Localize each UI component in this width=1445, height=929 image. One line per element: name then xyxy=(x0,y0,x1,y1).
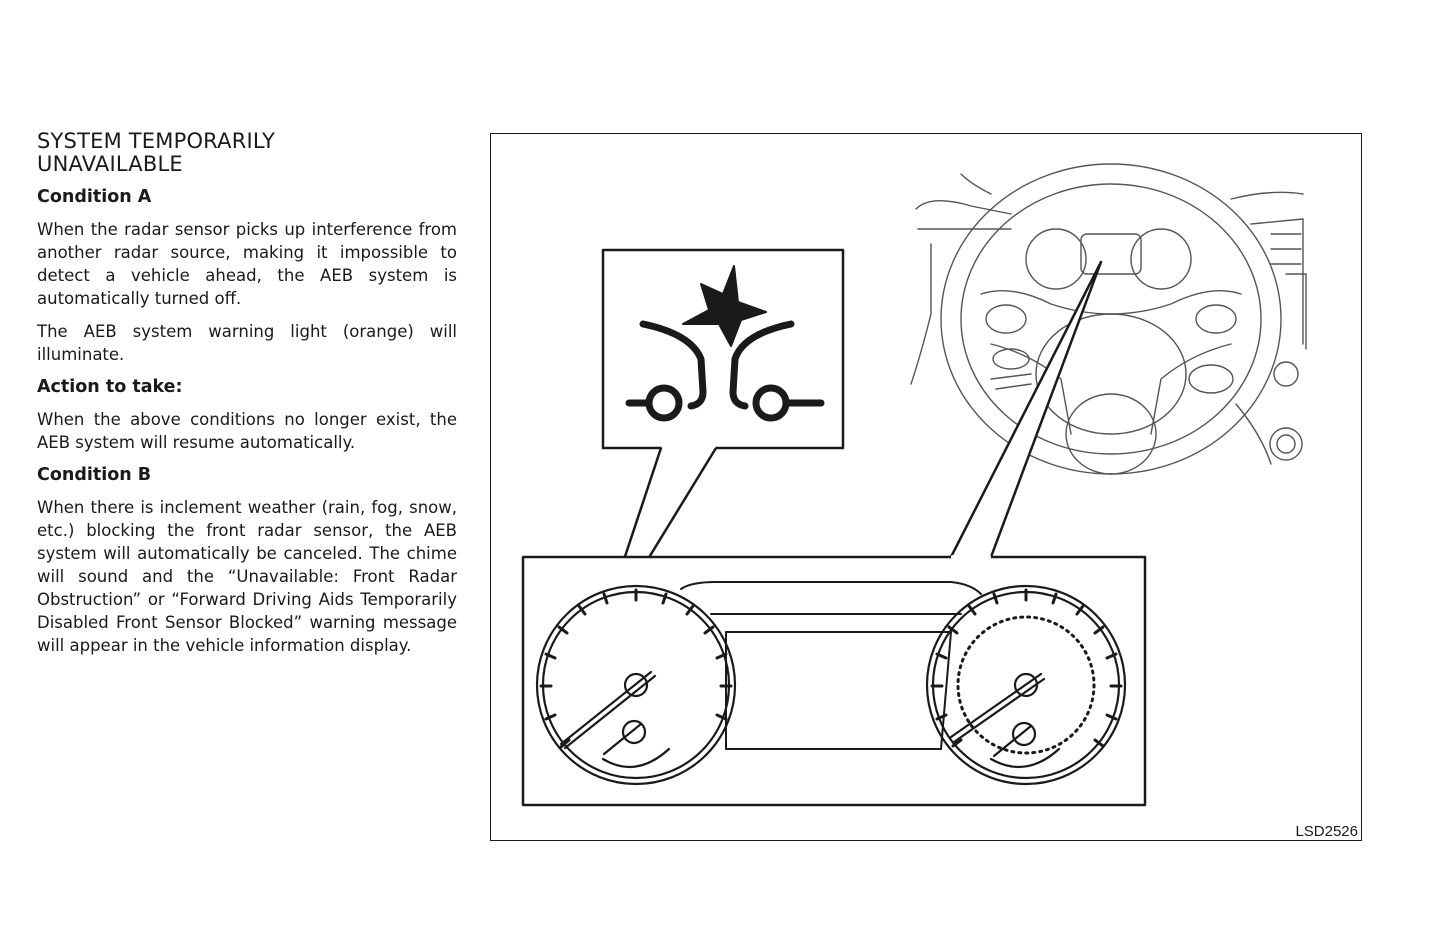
section-title xyxy=(37,130,457,176)
condition-a-paragraph-1: When the radar sensor picks up interference from another radar source, making it impossible to detect a vehicle ahead, the AEB system is automatically turned off. xyxy=(37,220,457,308)
action-paragraph: When the above conditions no longer exist, the AEB system will resume automatically. xyxy=(37,410,457,452)
condition-b-heading: Condition B xyxy=(37,465,152,485)
condition-b-paragraph: When there is inclement weather (rain, fog, snow, etc.) blocking the front radar sensor, the AEB system will automatically be canceled. The chime will sound and the “Unavailable: Front Radar Obstruction” or “Forward Driving Aids Temporarily Disabled Front Sensor Blocked” warning message will appear in the vehicle information display. xyxy=(37,498,457,655)
condition-a-heading: Condition A xyxy=(37,187,152,207)
action-heading: Action to take: xyxy=(37,377,183,397)
section-title-line-1: SYSTEM TEMPORARILY xyxy=(37,129,276,153)
steering-wheel-icon xyxy=(911,164,1306,474)
section-title-line-2: UNAVAILABLE xyxy=(37,152,183,176)
illustration-figure xyxy=(490,133,1362,841)
condition-a-paragraph-2: The AEB system warning light (orange) will illuminate. xyxy=(37,322,457,364)
figure-code: LSD2526 xyxy=(1295,823,1358,840)
illustration-drawing xyxy=(491,134,1363,842)
text-column xyxy=(37,130,457,667)
